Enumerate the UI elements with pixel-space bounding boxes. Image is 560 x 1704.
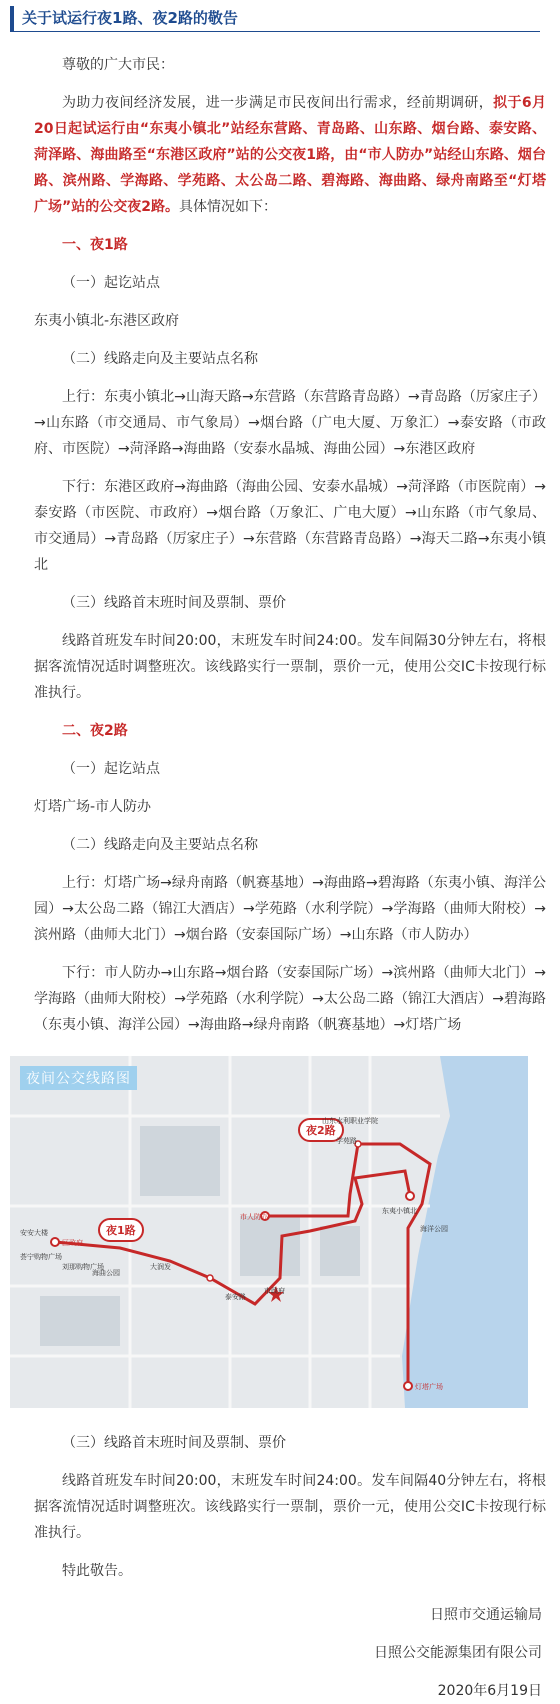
- route2-sec2-label: （二）线路走向及主要站点名称: [62, 837, 258, 853]
- route2-sec3-label: （三）线路首末班时间及票制、票价: [62, 1435, 286, 1451]
- route-map-graphic: [10, 1056, 528, 1408]
- route2-heading: 二、夜2路: [62, 723, 128, 739]
- map-label-dongyi: 东夷小镇北: [382, 1207, 417, 1215]
- map-label-lighthouse: 灯塔广场: [415, 1383, 443, 1391]
- route1-terminals: 东夷小镇北-东港区政府: [34, 313, 180, 329]
- map-label-liuqiao: 刘那购物广场: [62, 1263, 104, 1271]
- page-title-bar: [10, 6, 540, 32]
- map-label-shizf: 市政府: [264, 1287, 285, 1295]
- map-label-gov: 区政府: [62, 1239, 83, 1247]
- page-title: 关于试运行夜1路、夜2路的敬告: [22, 9, 238, 27]
- route2-down: 下行：市人防办→山东路→烟台路（安泰国际广场）→滨州路（曲师大北门）→学海路（曲师大附校）→学苑路（水利学院）→太公岛二路（锦江大酒店）→碧海路（东夷小镇、海洋公园）→海曲路→绿舟南路（帆赛基地）→灯塔广场: [34, 965, 546, 1033]
- signature-transport-bureau: 日照市交通运输局: [430, 1607, 542, 1623]
- map-label-haiqu: 海曲公园: [92, 1269, 120, 1277]
- map-label-rfb: 市人防办: [240, 1213, 268, 1221]
- route1-up: 上行：东夷小镇北→山海天路→东营路（东营路青岛路）→青岛路（厉家庄子）→山东路（市交通局、市气象局）→烟台路（广电大厦、万象汇）→泰安路（市政府、市医院）→菏泽路→海曲路（安泰水晶城、海曲公园）→东港区政府: [34, 389, 546, 457]
- map-label-dadao: 大润发: [150, 1263, 171, 1271]
- map-label-taian: 泰安路: [225, 1293, 246, 1301]
- route2-up: 上行：灯塔广场→绿舟南路（帆赛基地）→海曲路→碧海路（东夷小镇、海洋公园）→太公岛二路（锦江大酒店）→学苑路（水利学院）→学海路（曲师大附校）→滨州路（曲师大北门）→烟台路（安泰国际广场）→山东路（市人防办）: [34, 875, 546, 943]
- route1-schedule: 线路首班发车时间20:00，末班发车时间24:00。发车间隔30分钟左右，将根据客流情况适时调整班次。该线路实行一票制，票价一元，使用公交IC卡按现行标准执行。: [34, 633, 546, 701]
- map-label-xueyuan: 学苑路: [336, 1137, 357, 1145]
- intro-lead: 为助力夜间经济发展，进一步满足市民夜间出行需求，经前期调研，: [62, 95, 494, 111]
- route1-down: 下行：东港区政府→海曲路（海曲公园、安泰水晶城）→菏泽路（市医院南）→泰安路（市医院、市政府）→烟台路（万象汇、广电大厦）→山东路（市气象局、市交通局）→青岛路（厉家庄子）→东营路（东营路青岛路）→海天二路→东夷小镇北: [34, 479, 546, 573]
- signature-bus-group: 日照公交能源集团有限公司: [374, 1645, 542, 1661]
- map-title-tag: 夜间公交线路图: [20, 1066, 137, 1090]
- article-body: [0, 52, 560, 1704]
- greeting: 尊敬的广大市民：: [62, 57, 174, 73]
- route2-map-badge: 夜2路: [298, 1118, 344, 1142]
- intro-paragraph: [0, 90, 560, 220]
- route2-schedule: 线路首班发车时间20:00，末班发车时间24:00。发车间隔40分钟左右，将根据客流情况适时调整班次。该线路实行一票制，票价一元，使用公交IC卡按现行标准执行。: [34, 1473, 546, 1541]
- map-label-haiyang: 海洋公园: [420, 1225, 448, 1233]
- intro-tail: 具体情况如下：: [178, 199, 277, 215]
- route1-map-badge: 夜1路: [98, 1218, 144, 1242]
- map-label-qingdao: 荟宁购物广场: [20, 1253, 62, 1261]
- route1-sec1-label: （一）起讫站点: [62, 275, 160, 291]
- closing: 特此敬告。: [62, 1563, 132, 1579]
- route2-terminals: 灯塔广场-市人防办: [34, 799, 152, 815]
- route1-sec3-label: （三）线路首末班时间及票制、票价: [62, 595, 286, 611]
- route1-heading: 一、夜1路: [62, 237, 128, 253]
- route2-sec1-label: （一）起讫站点: [62, 761, 160, 777]
- map-label-univ: 山东水利职业学院: [322, 1117, 378, 1125]
- map-label-anyi: 安安大楼: [20, 1229, 48, 1237]
- night-bus-route-map: [10, 1056, 528, 1408]
- route1-sec2-label: （二）线路走向及主要站点名称: [62, 351, 258, 367]
- intro-highlight: 拟于6月20日起试运行由“东夷小镇北”站经东营路、青岛路、山东路、烟台路、泰安路、菏泽路、海曲路至“东港区政府”站的公交夜1路，由“市人防办”站经山东路、烟台路、滨州路、学海路、学苑路、太公岛二路、碧海路、海曲路、绿舟南路至“灯塔广场”站的公交夜2路。: [34, 95, 546, 215]
- notice-date: 2020年6月19日: [437, 1683, 542, 1699]
